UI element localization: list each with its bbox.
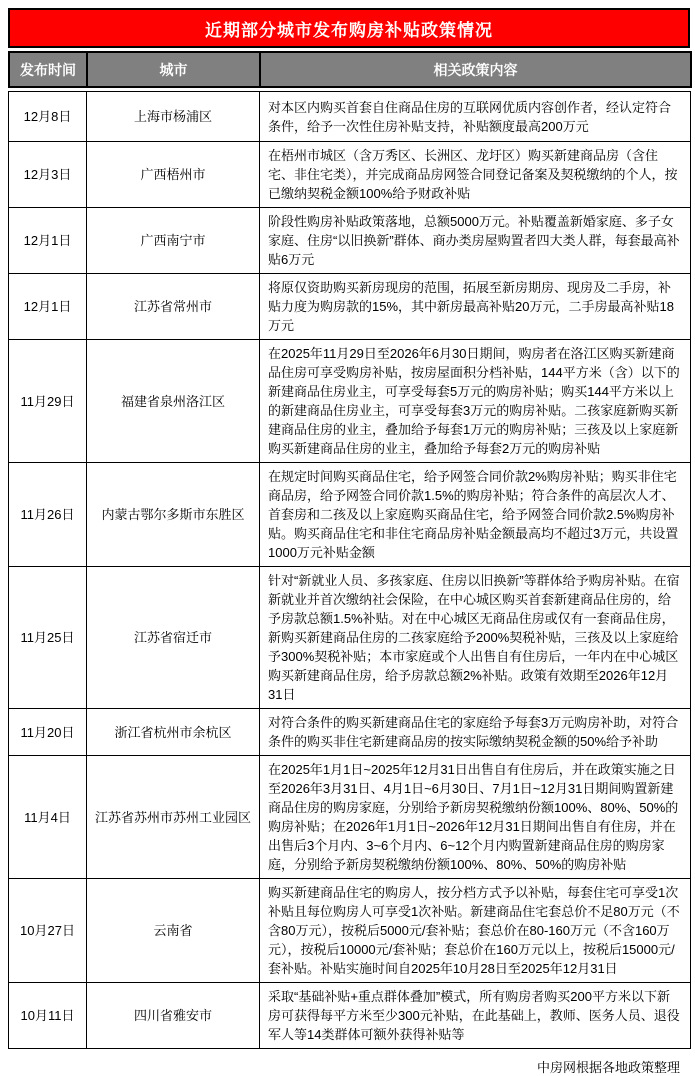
table-row	[9, 92, 691, 142]
table-row	[9, 208, 691, 274]
table-row	[9, 142, 691, 208]
row-date: 12月8日	[9, 92, 87, 142]
row-policy: 对符合条件的购买新建商品住宅的家庭给予每套3万元购房补助，对符合条件的购买非住宅新建商品房的按实际缴纳契税金额的50%给予补助	[260, 709, 691, 756]
policy-table-header	[8, 51, 692, 88]
row-city: 内蒙古鄂尔多斯市东胜区	[87, 463, 260, 567]
table-row	[9, 709, 691, 756]
row-date: 12月3日	[9, 142, 87, 208]
row-date: 10月11日	[9, 983, 87, 1049]
row-city: 福建省泉州洛江区	[87, 340, 260, 463]
policy-table	[8, 91, 691, 1049]
column-header-policy: 相关政策内容	[260, 52, 691, 87]
row-date: 11月4日	[9, 756, 87, 879]
row-date: 11月20日	[9, 709, 87, 756]
row-date: 11月25日	[9, 567, 87, 709]
row-date: 10月27日	[9, 879, 87, 983]
row-policy: 采取“基础补贴+重点群体叠加”模式，所有购房者购买200平方米以下新房可获得每平方米至少300元补贴，在此基础上，教师、医务人员、退役军人等14类群体可额外获得补贴等	[260, 983, 691, 1049]
column-header-city: 城市	[87, 52, 260, 87]
row-policy: 在规定时间购买商品住宅，给予网签合同价款2%购房补贴；购买非住宅商品房，给予网签合同价款1.5%的购房补贴；符合条件的高层次人才、首套房和二孩及以上家庭购买商品住宅，给予网签合同价款2.5%购房补贴。购买商品住宅和非住宅商品房补贴金额最高均不超过3万元，共设置1000万元补贴金额	[260, 463, 691, 567]
row-city: 江苏省常州市	[87, 274, 260, 340]
table-row	[9, 340, 691, 463]
table-row	[9, 567, 691, 709]
row-policy: 在2025年11月29日至2026年6月30日期间，购房者在洛江区购买新建商品住房可享受购房补贴，按房屋面积分档补贴，144平方米（含）以下的新建商品住房业主，可享受每套5万元的购房补贴；购买144平方米以上的新建商品住房业主，可享受每套3万元的购房补贴。二孩家庭新购买新建商品住房的业主，叠加给予每套1万元的购房补贴；三孩及以上家庭新购买新建商品住房的业主，叠加给予每套2万元的购房补贴	[260, 340, 691, 463]
source-note: 中房网根据各地政策整理	[536, 1060, 680, 1075]
row-city: 广西梧州市	[87, 142, 260, 208]
table-row	[9, 756, 691, 879]
table-row	[9, 983, 691, 1049]
row-city: 广西南宁市	[87, 208, 260, 274]
row-policy: 将原仅资助购买新房现房的范围，拓展至新房期房、现房及二手房，补贴力度为购房款的15%，其中新房最高补贴20万元，二手房最高补贴18万元	[260, 274, 691, 340]
row-policy: 在2025年1月1日~2025年12月31日出售自有住房后，并在政策实施之日至2026年3月31日、4月1日~6月30日、7月1日~12月31日期间购置新建商品住房的购房家庭，分别给予新房契税缴纳份额100%、80%、50%的购房补贴；在2026年1月1日~2026年12月31日期间出售自有住房，并在出售后3个月内、3~6个月内、6~12个月内购置新建商品住房的购房家庭，分别给予新房契税缴纳份额100%、80%、50%的购房补贴	[260, 756, 691, 879]
row-city: 浙江省杭州市余杭区	[87, 709, 260, 756]
table-row	[9, 463, 691, 567]
row-city: 江苏省苏州市苏州工业园区	[87, 756, 260, 879]
table-title-text: 近期部分城市发布购房补贴政策情况	[205, 20, 493, 40]
row-date: 11月26日	[9, 463, 87, 567]
table-row	[9, 879, 691, 983]
row-policy: 对本区内购买首套自住商品住房的互联网优质内容创作者，经认定符合条件，给予一次性住房补贴支持，补贴额度最高200万元	[260, 92, 691, 142]
table-row	[9, 274, 691, 340]
row-city: 江苏省宿迁市	[87, 567, 260, 709]
row-policy: 购买新建商品住宅的购房人，按分档方式予以补贴，每套住宅可享受1次补贴且每位购房人可享受1次补贴。新建商品住宅套总价不足80万元（不含80万元），按税后5000元/套补贴；套总价在80-160万元（不含160万元），按税后10000元/套补贴；套总价在160万元以上，按税后15000元/套补贴。补贴实施时间自2025年10月28日至2025年12月31日	[260, 879, 691, 983]
policy-table-body	[9, 92, 691, 1049]
row-policy: 针对“新就业人员、多孩家庭、住房以旧换新”等群体给予购房补贴。在宿新就业并首次缴纳社会保险，在中心城区购买首套新建商品住房的，给予房款总额1.5%补贴。对在中心城区无商品住房或仅有一套商品住房，新购买新建商品住房的二孩家庭给予200%契税补贴，三孩及以上家庭给予300%契税补贴；本市家庭或个人出售自有住房后，一年内在中心城区购买新建商品住房，给予房款总额2%补贴。政策有效期至2026年12月31日	[260, 567, 691, 709]
table-title	[8, 8, 690, 48]
row-city: 云南省	[87, 879, 260, 983]
row-date: 12月1日	[9, 274, 87, 340]
row-policy: 在梧州市城区（含万秀区、长洲区、龙圩区）购买新建商品房（含住宅、非住宅类），并完成商品房网签合同登记备案及契税缴纳的个人，按已缴纳契税金额100%给予财政补贴	[260, 142, 691, 208]
row-policy: 阶段性购房补贴政策落地，总额5000万元。补贴覆盖新婚家庭、多子女家庭、住房“以旧换新”群体、商办类房屋购置者四大类人群，每套最高补贴6万元	[260, 208, 691, 274]
column-header-date: 发布时间	[9, 52, 87, 87]
row-city: 四川省雅安市	[87, 983, 260, 1049]
row-city: 上海市杨浦区	[87, 92, 260, 142]
row-date: 12月1日	[9, 208, 87, 274]
row-date: 11月29日	[9, 340, 87, 463]
